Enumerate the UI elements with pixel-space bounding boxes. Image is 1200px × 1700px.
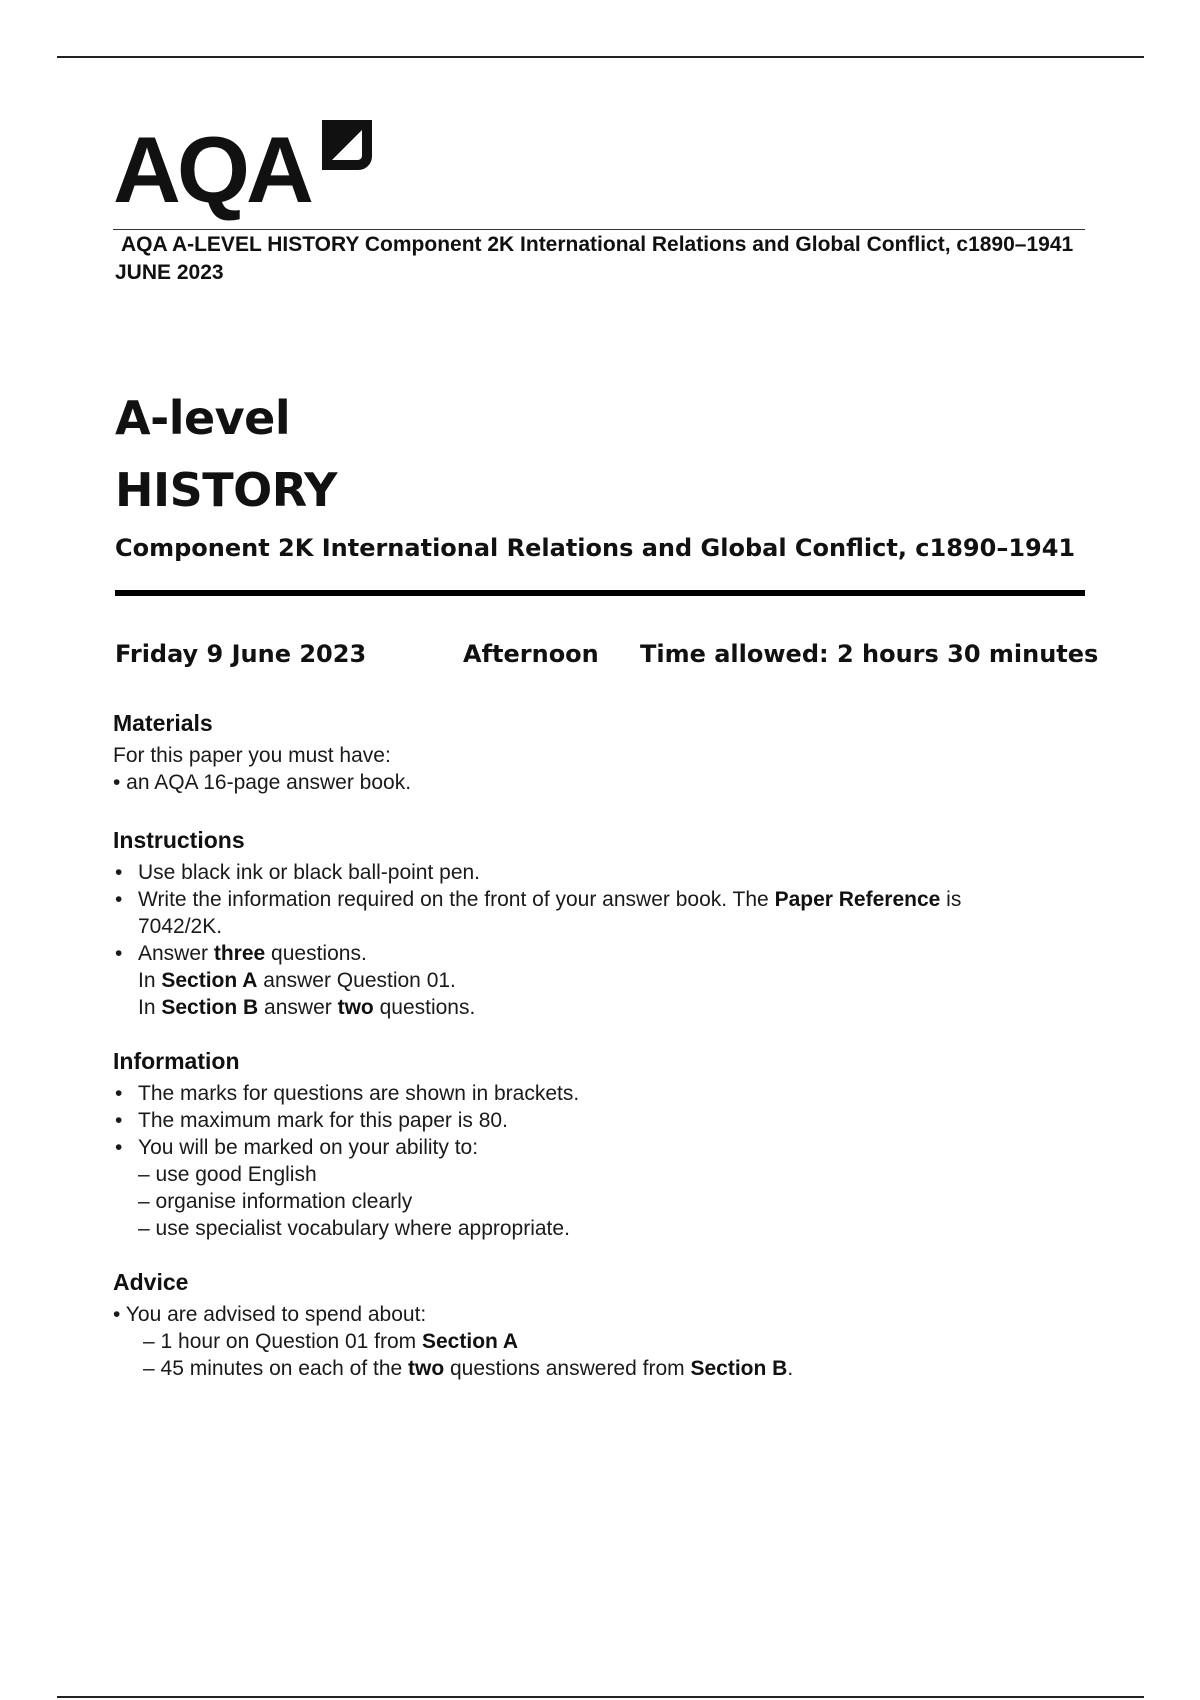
advice-section: [113, 1267, 1113, 1382]
exam-details-row: [115, 640, 1099, 680]
materials-item: • an AQA 16-page answer book.: [113, 771, 412, 794]
time-allowed: Time allowed: 2 hours 30 minutes: [640, 640, 1099, 668]
header-line-2: JUNE 2023: [115, 261, 224, 284]
top-rule: [57, 56, 1144, 58]
aqa-logo-text: AQA: [113, 117, 310, 222]
instruction-item: • Write the information required on the front of your answer book. The Paper Reference is 7042/2K.: [113, 886, 1113, 940]
subject-title: HISTORY: [115, 463, 337, 517]
instruction-item: • Use black ink or black ball-point pen.: [113, 859, 1113, 886]
advice-item: – 1 hour on Question 01 from Section A: [143, 1330, 519, 1353]
instructions-heading: Instructions: [113, 827, 245, 853]
advice-heading: Advice: [113, 1269, 189, 1295]
instruction-subitem: In Section B answer two questions.: [138, 996, 476, 1019]
information-item: • The marks for questions are shown in brackets.: [113, 1080, 1113, 1107]
instructions-section: [113, 825, 1113, 1021]
instruction-item: • Answer three questions.: [113, 940, 1113, 967]
exam-date: Friday 9 June 2023: [115, 640, 367, 668]
aqa-logo: [113, 112, 376, 222]
information-section: [113, 1046, 1113, 1242]
advice-intro: • You are advised to spend about:: [113, 1303, 427, 1326]
bottom-rule: [57, 1696, 1144, 1698]
header-line-1: AQA A-LEVEL HISTORY Component 2K International Relations and Global Conflict, c1890–1941: [121, 233, 1074, 256]
advice-item: – 45 minutes on each of the two questions answered from Section B.: [143, 1357, 794, 1380]
component-title: Component 2K International Relations and Global Conflict, c1890–1941: [115, 534, 1076, 562]
materials-intro: For this paper you must have:: [113, 744, 391, 767]
title-divider: [115, 590, 1085, 596]
materials-heading: Materials: [113, 710, 213, 736]
information-item: • The maximum mark for this paper is 80.: [113, 1107, 1113, 1134]
information-subitem: – organise information clearly: [138, 1190, 413, 1213]
information-subitem: – use good English: [138, 1163, 317, 1186]
aqa-logo-mark-icon: [318, 116, 376, 174]
information-heading: Information: [113, 1048, 240, 1074]
level-title: A-level: [115, 391, 291, 445]
materials-section: [113, 708, 1113, 796]
header-rule: [113, 229, 1085, 230]
information-item: • You will be marked on your ability to:: [113, 1134, 1113, 1161]
information-subitem: – use specialist vocabulary where appropriate.: [138, 1217, 570, 1240]
document-header: [115, 231, 1135, 287]
title-block: [115, 382, 1075, 562]
instruction-subitem: In Section A answer Question 01.: [138, 969, 456, 992]
exam-session: Afternoon: [463, 640, 599, 668]
